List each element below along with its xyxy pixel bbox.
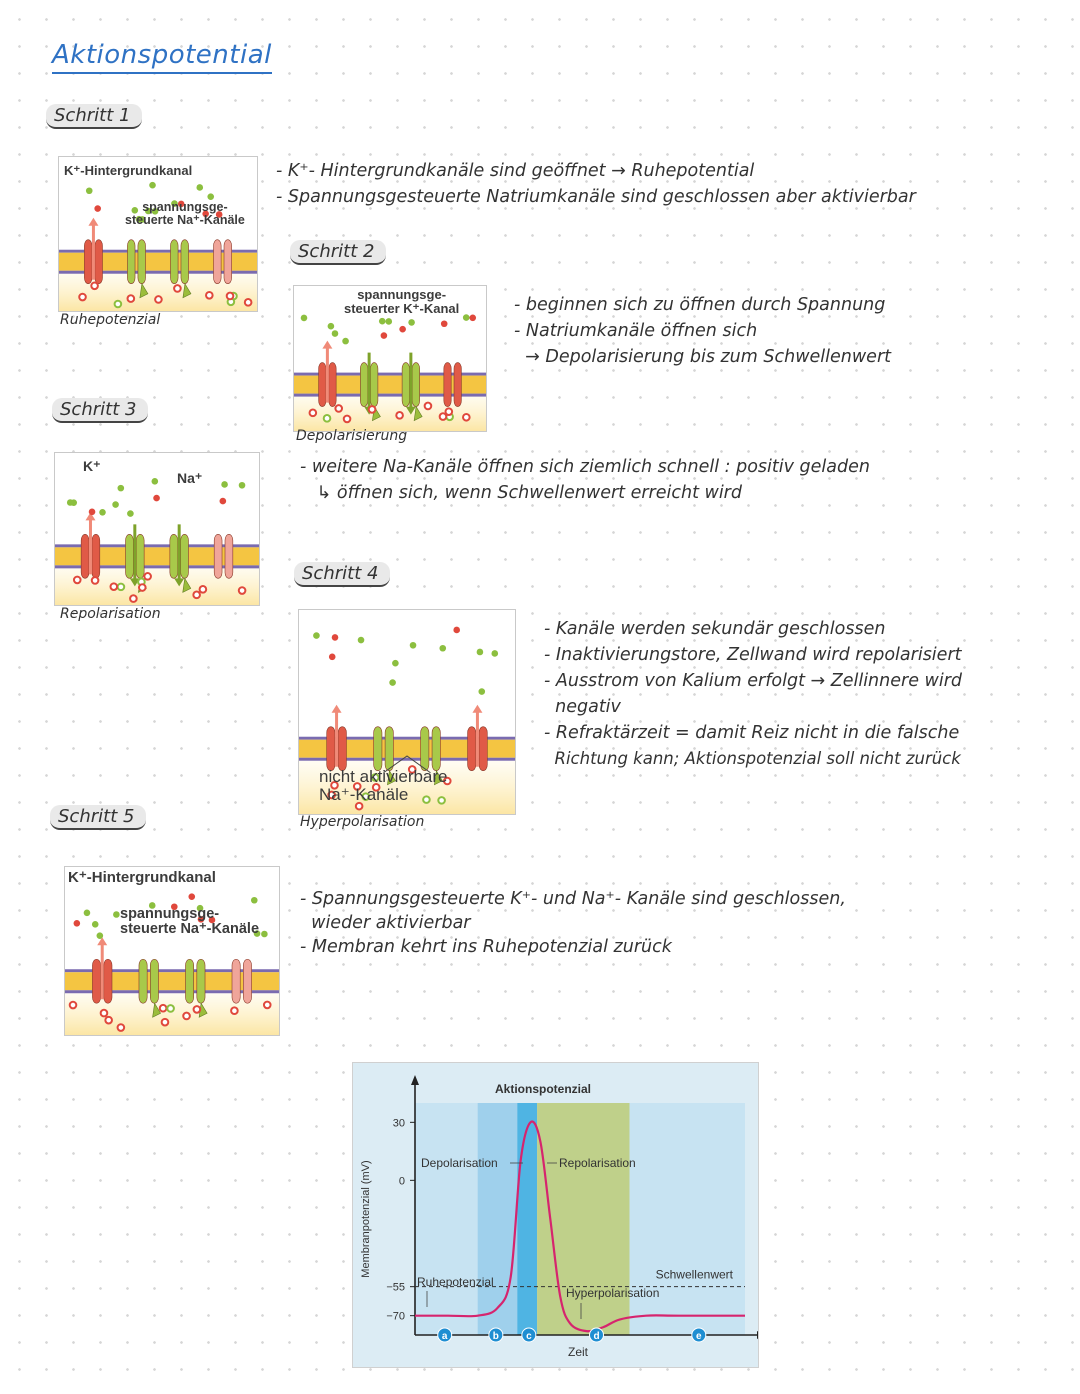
sodium-ion [99, 509, 106, 516]
potassium-ion [91, 283, 98, 290]
sodium-ion [92, 921, 99, 928]
channel-subunit [181, 240, 189, 284]
ion-label-na: Na⁺ [177, 470, 203, 486]
channel-subunit [338, 727, 346, 771]
sodium-ion [463, 314, 470, 321]
phase-marker-label: e [696, 1331, 702, 1342]
ion-label-k: K⁺ [83, 458, 101, 474]
channel-subunit [479, 727, 487, 771]
sodium-ion [408, 319, 415, 326]
figure-label: K⁺-Hintergrundkanal [64, 163, 193, 178]
channel-subunit [185, 959, 193, 1003]
step-3-heading: Schritt 3 [52, 398, 148, 423]
channel-subunit [104, 959, 112, 1003]
sodium-ion [251, 897, 258, 904]
channel-subunit [214, 240, 222, 284]
channel-subunit [170, 534, 178, 578]
threshold-label: Schwellenwert [655, 1267, 733, 1282]
sodium-ion [358, 637, 365, 644]
potassium-ion [194, 1006, 201, 1013]
potassium-ion [231, 1007, 238, 1014]
figure-caption: Repolarisation [60, 606, 161, 622]
sodium-ion [149, 182, 156, 189]
phase-annotation: Ruhepotenzial [417, 1275, 494, 1289]
step-2-heading: Schritt 2 [290, 240, 386, 265]
potassium-ion [74, 577, 81, 584]
potassium-ion [399, 326, 406, 333]
potassium-ion [446, 408, 453, 415]
potassium-ion [310, 410, 317, 417]
notes-step-5 [300, 886, 846, 960]
channel-subunit [181, 534, 189, 578]
potassium-ion [94, 205, 101, 212]
figure-caption: Ruhepotenzial [60, 312, 161, 328]
note-line: - Membran kehrt ins Ruhepotenzial zurück [300, 937, 672, 957]
sodium-ion [118, 485, 125, 492]
potassium-ion [74, 920, 81, 927]
sodium-ion [239, 482, 246, 489]
y-tick-label: 0 [398, 1175, 405, 1188]
channel-subunit [243, 959, 251, 1003]
channel-subunit [81, 534, 89, 578]
potassium-ion [130, 595, 137, 602]
potassium-ion [153, 495, 160, 502]
x-axis-arrowhead [757, 1331, 758, 1339]
sodium-ion [86, 187, 93, 194]
potassium-ion [381, 332, 388, 339]
channel-subunit [150, 959, 158, 1003]
sodium-ion [324, 415, 331, 422]
figure-label-line: spannungsge- [142, 200, 228, 214]
channel-subunit [92, 534, 100, 578]
potassium-ion [110, 583, 117, 590]
note-line: Richtung kann; Aktionspotenzial soll nicht zurück [544, 749, 961, 768]
potassium-ion [332, 634, 339, 641]
note-line: - Kanäle werden sekundär geschlossen [544, 619, 886, 639]
sodium-ion [385, 318, 392, 325]
potassium-ion [239, 587, 246, 594]
channel-subunit [371, 363, 378, 407]
channel-subunit [444, 363, 451, 407]
channel-subunit [136, 534, 144, 578]
potassium-ion [227, 293, 234, 300]
potassium-ion [144, 573, 151, 580]
sodium-ion [477, 649, 484, 656]
sodium-ion [97, 932, 104, 939]
channel-subunit [95, 240, 103, 284]
sodium-ion [313, 632, 320, 639]
note-line: - K⁺- Hintergrundkanäle sind geöffnet → Ruhepotential [276, 161, 755, 181]
channel-subunit [139, 959, 147, 1003]
channel-subunit [374, 727, 382, 771]
membrane-illustration [59, 157, 257, 311]
potassium-ion [101, 1010, 108, 1017]
figure-label [344, 288, 459, 315]
figure-label-line: steuerte Na⁺-Kanäle [125, 213, 245, 228]
ion-flow-arrowhead [332, 705, 342, 713]
sodium-ion [152, 478, 159, 485]
channel-subunit [319, 363, 326, 407]
channel-subunit [468, 727, 476, 771]
potassium-ion [425, 403, 432, 410]
sodium-ion [328, 323, 335, 330]
figure-step-1 [58, 156, 258, 312]
figure-caption: Hyperpolarisation [300, 814, 425, 830]
note-line: ↳ öffnen sich, wenn Schwellenwert erreicht wird [300, 483, 742, 503]
phase-marker-label: a [441, 1331, 448, 1342]
sodium-ion [478, 688, 485, 695]
sodium-ion [84, 910, 91, 917]
y-tick-label: 30 [392, 1117, 405, 1130]
step-1-heading: Schritt 1 [46, 104, 142, 129]
channel-subunit [360, 363, 367, 407]
sodium-ion [113, 911, 120, 918]
channel-subunit [432, 727, 440, 771]
figure-label [120, 907, 259, 937]
sodium-ion [112, 501, 119, 508]
potassium-ion [200, 586, 207, 593]
channel-subunit [421, 727, 429, 771]
sodium-ion [491, 650, 498, 657]
channel-subunit [138, 240, 146, 284]
notes-step-1 [276, 158, 916, 210]
potassium-ion [183, 1013, 190, 1020]
figure-label-line: Na⁺-Kanäle [319, 784, 409, 804]
membrane-illustration [55, 453, 259, 605]
note-line: negativ [544, 697, 621, 717]
phase-marker-label: c [526, 1331, 532, 1342]
potassium-ion [329, 654, 336, 661]
phase-band-peak [517, 1103, 537, 1335]
channel-subunit [412, 363, 419, 407]
ion-flow-arrowhead [88, 218, 98, 226]
potassium-ion [453, 627, 460, 634]
figure-caption: Depolarisierung [296, 428, 408, 444]
sodium-ion [118, 584, 125, 591]
channel-subunit [126, 534, 134, 578]
sodium-ion [127, 510, 134, 517]
note-line: - Inaktivierungstore, Zellwand wird repolarisiert [544, 645, 962, 665]
step-4-heading: Schritt 4 [294, 562, 390, 587]
sodium-ion [332, 330, 339, 337]
sodium-ion [196, 184, 203, 191]
sodium-ion [115, 301, 122, 308]
potassium-ion [162, 1019, 169, 1026]
channel-subunit [224, 240, 232, 284]
phase-annotation: Depolarisation [421, 1156, 498, 1170]
figure-step-5 [64, 866, 280, 1036]
channel-subunit [225, 534, 233, 578]
channel-subunit [454, 363, 461, 407]
note-line: - Ausstrom von Kalium erfolgt → Zellinnere wird [544, 671, 963, 691]
figure-label-line: steuerte Na⁺-Kanäle [120, 921, 260, 938]
channel-subunit [232, 959, 240, 1003]
sodium-ion [379, 318, 386, 325]
sodium-ion [389, 679, 396, 686]
potassium-ion [128, 295, 135, 302]
y-tick-label: −70 [386, 1310, 405, 1323]
channel-subunit [385, 727, 393, 771]
potassium-ion [70, 1002, 77, 1009]
sodium-ion [167, 1005, 174, 1012]
channel-subunit [170, 240, 178, 284]
membrane-illustration [65, 867, 279, 1035]
note-line: - weitere Na-Kanäle öffnen sich ziemlich schnell : positiv geladen [300, 457, 870, 477]
sodium-ion [207, 193, 214, 200]
potassium-ion [245, 299, 252, 306]
channel-subunit [127, 240, 135, 284]
channel-subunit [402, 363, 409, 407]
figure-label-line: spannungsge- [120, 906, 220, 922]
figure-label [319, 768, 448, 804]
potassium-ion [79, 294, 86, 301]
potassium-ion [139, 584, 146, 591]
figure-label-line: steuerter K⁺-Kanal [344, 300, 460, 316]
phase-band-depolarisation [478, 1103, 518, 1335]
potassium-ion [92, 577, 99, 584]
sodium-ion [410, 642, 417, 649]
phase-marker-label: b [492, 1331, 499, 1342]
channel-subunit [92, 959, 100, 1003]
chart-svg [353, 1063, 758, 1367]
note-line: - Spannungsgesteuerte Natriumkanäle sind geschlossen aber aktivierbar [276, 187, 916, 207]
note-line: - Natriumkanäle öffnen sich [514, 321, 758, 341]
page-title: Aktionspotential [52, 40, 272, 74]
figure-step-3 [54, 452, 260, 606]
y-axis-label: Membranpotenzial (mV) [360, 1160, 372, 1278]
channel-subunit [197, 959, 205, 1003]
figure-label: K⁺-Hintergrundkanal [68, 869, 216, 886]
x-axis-label: Zeit [567, 1345, 589, 1359]
potassium-ion [174, 285, 181, 292]
sodium-ion [342, 338, 349, 345]
potassium-ion [193, 592, 200, 599]
potassium-ion [264, 1002, 271, 1009]
sodium-ion [439, 645, 446, 652]
potassium-ion [188, 893, 195, 900]
note-line: - beginnen sich zu öffnen durch Spannung [514, 295, 886, 315]
channel-subunit [329, 363, 336, 407]
potassium-ion [369, 406, 376, 413]
potassium-ion [160, 1005, 167, 1012]
figure-label-line: nicht aktivierbare [319, 767, 448, 786]
phase-marker-label: d [593, 1331, 600, 1342]
channel-subunit [214, 534, 222, 578]
figure-step-2 [293, 285, 487, 432]
phase-annotation: Repolarisation [559, 1156, 636, 1170]
phase-annotation: Hyperpolarisation [566, 1286, 660, 1300]
note-line: → Depolarisierung bis zum Schwellenwert [514, 347, 892, 367]
channel-subunit [327, 727, 335, 771]
ion-flow-arrowhead [322, 341, 332, 349]
potassium-ion [396, 412, 403, 419]
potassium-ion [118, 1024, 125, 1031]
potassium-ion [344, 416, 351, 423]
y-tick-label: −55 [386, 1281, 405, 1294]
potassium-ion [220, 498, 227, 505]
figure-label [125, 201, 245, 227]
potassium-ion [206, 292, 213, 299]
sodium-ion [301, 315, 308, 322]
potassium-ion [335, 405, 342, 412]
sodium-ion [261, 931, 268, 938]
figure-label-line: spannungsge- [357, 287, 447, 302]
y-axis-arrowhead [411, 1075, 419, 1085]
sodium-ion [221, 481, 228, 488]
note-line: wieder aktivierbar [300, 913, 471, 933]
note-line: - Refraktärzeit = damit Reiz nicht in die falsche [544, 723, 960, 743]
action-potential-chart [352, 1062, 759, 1368]
sodium-ion [67, 499, 74, 506]
potassium-ion [105, 1017, 112, 1024]
step-5-heading: Schritt 5 [50, 805, 146, 830]
potassium-ion [89, 509, 96, 516]
channel-subunit [84, 240, 92, 284]
notes-step-3 [300, 454, 870, 506]
potassium-ion [440, 413, 447, 420]
potassium-ion [155, 296, 162, 303]
potassium-ion [463, 414, 470, 421]
figure-step-4 [298, 609, 516, 815]
potassium-ion [441, 320, 448, 327]
note-line: - Spannungsgesteuerte K⁺- und Na⁺- Kanäle sind geschlossen, [300, 889, 846, 909]
chart-title: Aktionspotenzial [494, 1082, 592, 1096]
potassium-ion [469, 314, 476, 321]
notes-step-2 [514, 292, 891, 370]
sodium-ion [392, 660, 399, 667]
ion-flow-arrowhead [472, 705, 482, 713]
notes-step-4 [544, 616, 962, 772]
